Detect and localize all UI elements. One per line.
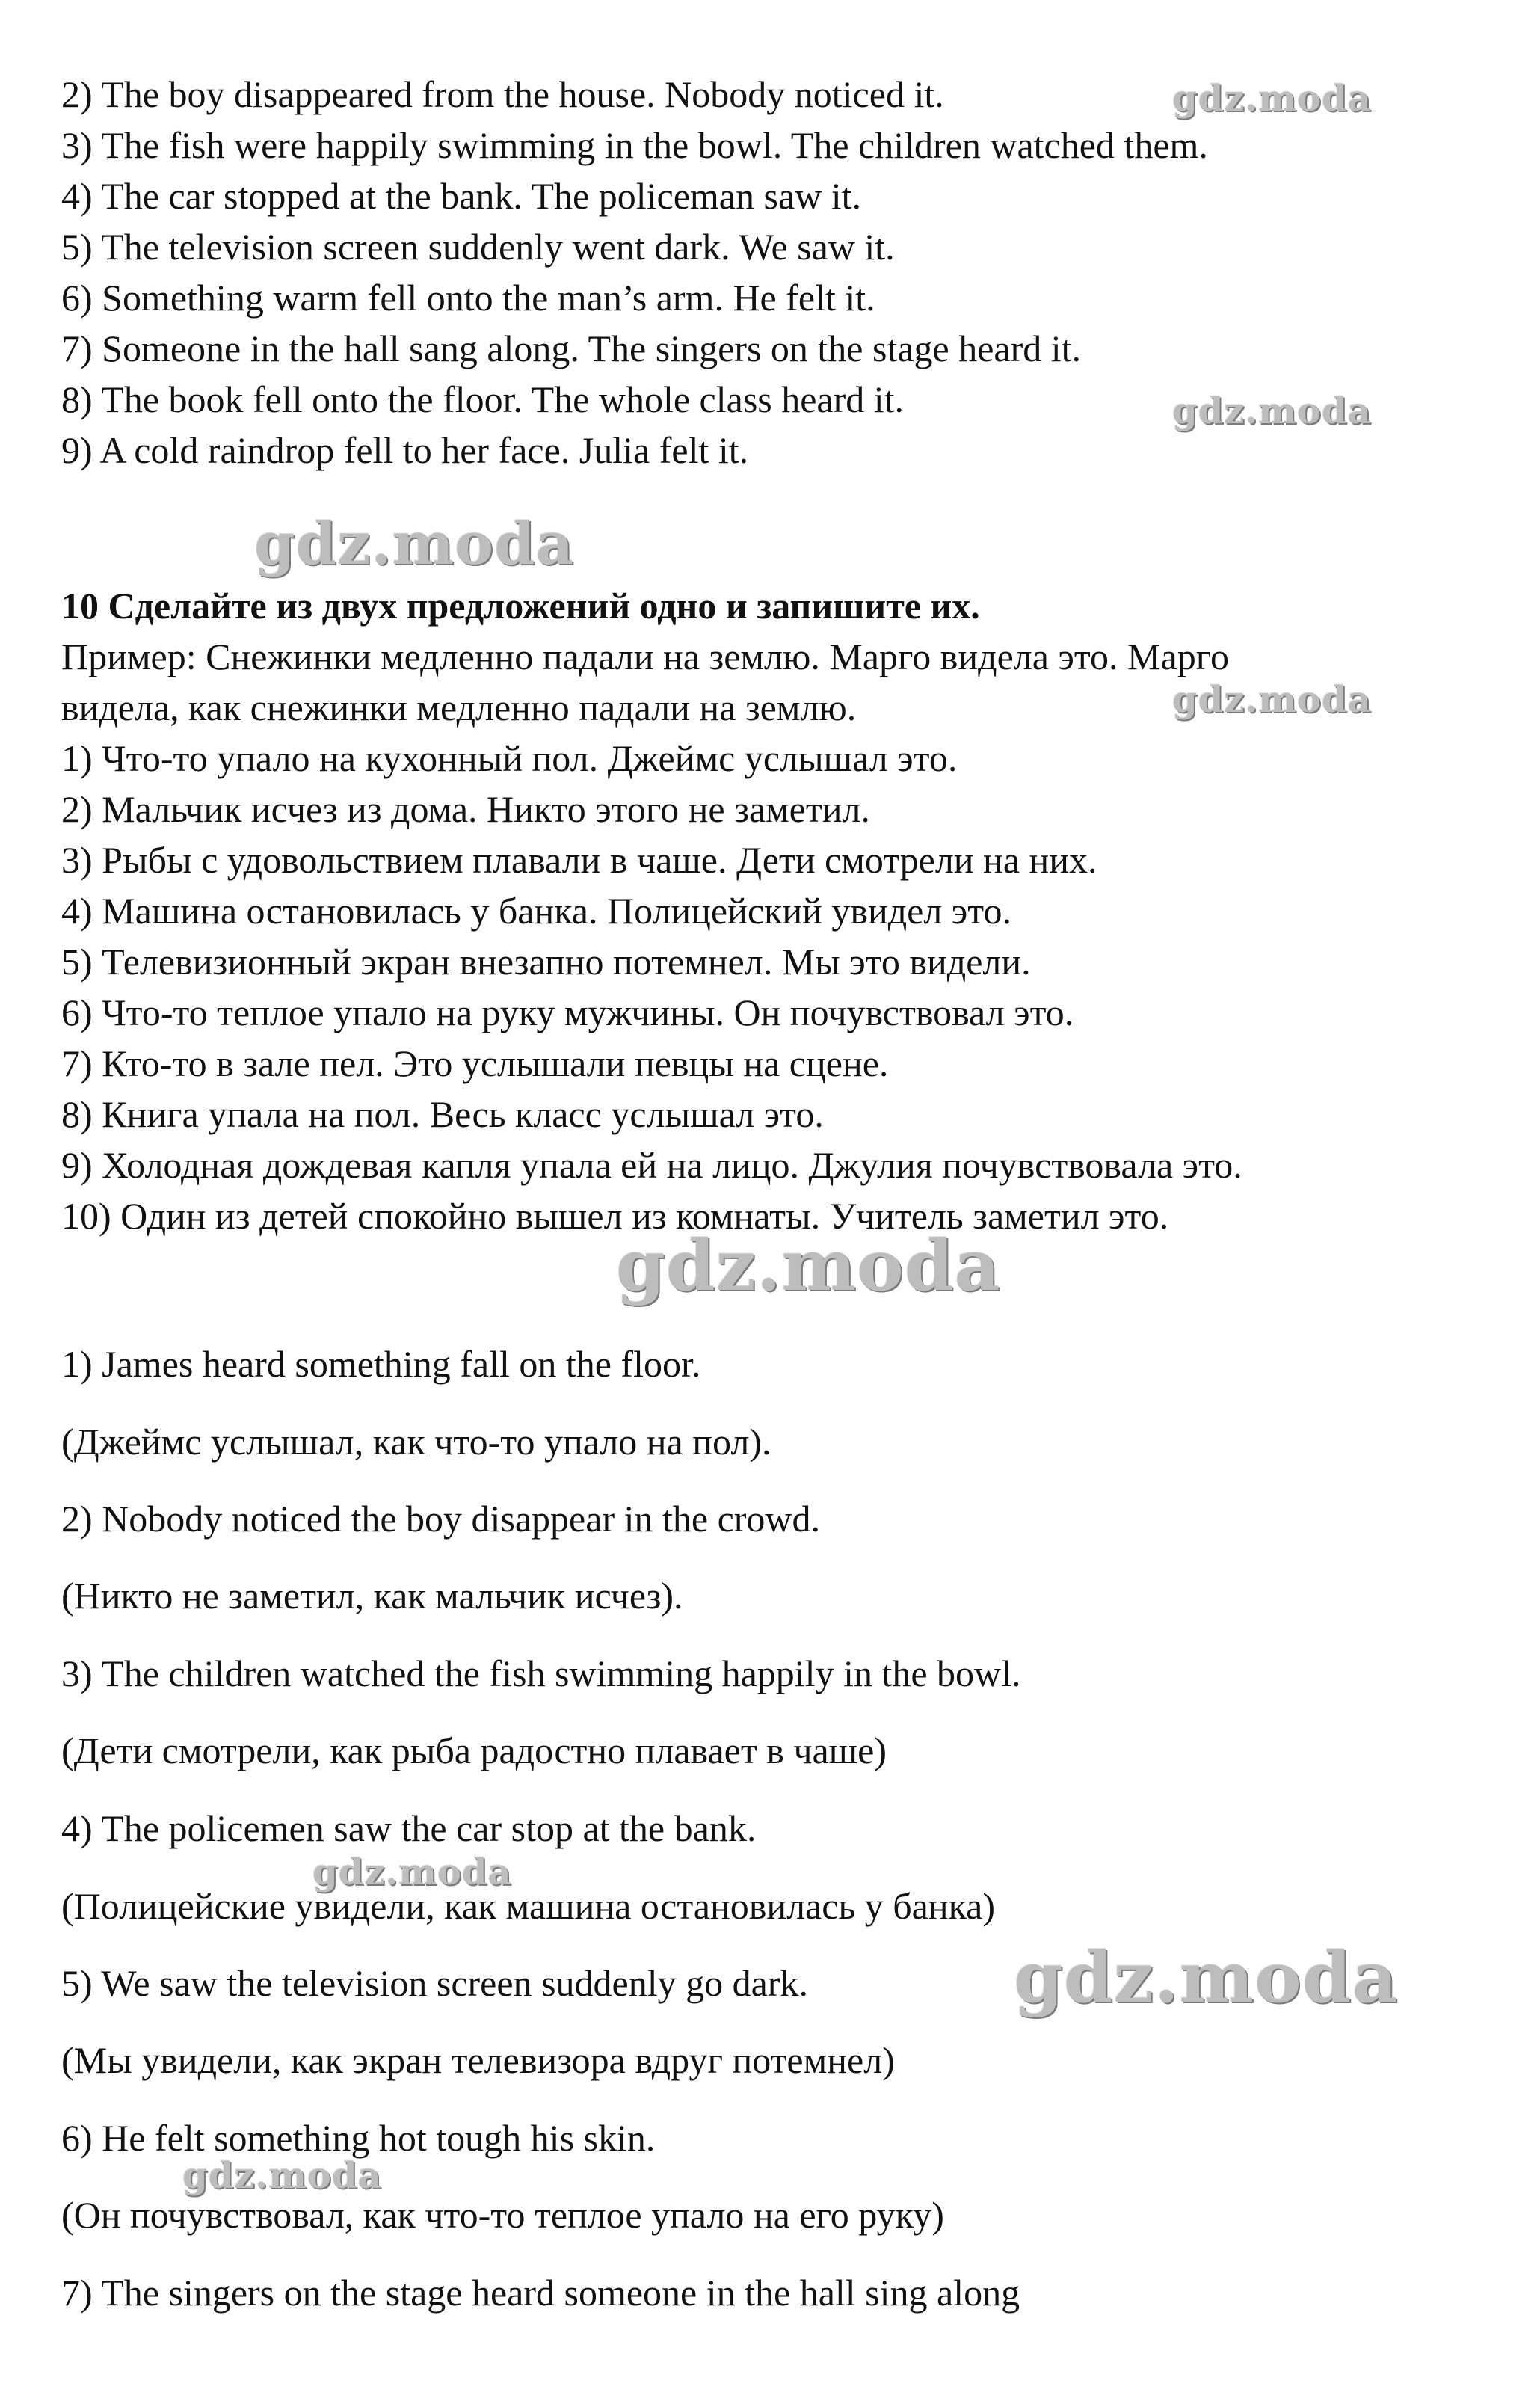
- exercise-heading: 10 Сделайте из двух предложений одно и запишите их.: [61, 585, 980, 627]
- exercise-item: 4) Машина остановилась у банка. Полицейский увидел это.: [61, 890, 1011, 932]
- answer-en: 3) The children watched the fish swimming happily in the bowl.: [61, 1653, 1021, 1694]
- watermark: gdz.moda: [254, 510, 575, 578]
- exercise-item: 6) Что-то теплое упало на руку мужчины. Он почувствовал это.: [61, 992, 1074, 1033]
- exercise-item: 1) Что-то упало на кухонный пол. Джеймс услышал это.: [61, 737, 958, 779]
- list-item: 5) The television screen suddenly went dark. We saw it.: [61, 226, 895, 268]
- answer-ru: (Дети смотрели, как рыба радостно плавает в чаше): [61, 1730, 887, 1771]
- exercise-item: 5) Телевизионный экран внезапно потемнел. Мы это видели.: [61, 941, 1031, 983]
- exercise-item: 2) Мальчик исчез из дома. Никто этого не заметил.: [61, 788, 870, 830]
- answer-en: 7) The singers on the stage heard someone in the hall sing along: [61, 2272, 1020, 2314]
- watermark: gdz.moda: [1172, 390, 1372, 432]
- answer-en: 5) We saw the television screen suddenly go dark.: [61, 1962, 808, 2004]
- answer-en: 2) Nobody noticed the boy disappear in the crowd.: [61, 1498, 821, 1540]
- exercise-item: 7) Кто-то в зале пел. Это услышали певцы на сцене.: [61, 1042, 889, 1084]
- list-item: 3) The fish were happily swimming in the bowl. The children watched them.: [61, 124, 1208, 166]
- exercise-example: Пример: Снежинки медленно падали на землю. Марго видела это. Марго: [61, 636, 1229, 677]
- list-item: 7) Someone in the hall sang along. The singers on the stage heard it.: [61, 328, 1082, 369]
- answer-ru: (Никто не заметил, как мальчик исчез).: [61, 1575, 683, 1617]
- list-item: 4) The car stopped at the bank. The policeman saw it.: [61, 175, 862, 217]
- watermark: gdz.moda: [182, 2155, 382, 2197]
- exercise-item: 8) Книга упала на пол. Весь класс услышал это.: [61, 1093, 824, 1135]
- watermark: gdz.moda: [1014, 1937, 1399, 2019]
- exercise-item: 10) Один из детей спокойно вышел из комнаты. Учитель заметил это.: [61, 1195, 1169, 1237]
- watermark: gdz.moda: [1172, 679, 1372, 721]
- answer-ru: (Полицейские увидели, как машина остановилась у банка): [61, 1885, 995, 1927]
- watermark: gdz.moda: [1172, 78, 1372, 120]
- watermark: gdz.moda: [616, 1225, 1001, 1307]
- answer-ru: (Он почувствовал, как что-то теплое упало на его руку): [61, 2194, 944, 2236]
- answer-ru: (Джеймс услышал, как что-то упало на пол).: [61, 1421, 771, 1463]
- watermark: gdz.moda: [312, 1851, 512, 1893]
- exercise-item: 9) Холодная дождевая капля упала ей на лицо. Джулия почувствовала это.: [61, 1144, 1242, 1186]
- exercise-example: видела, как снежинки медленно падали на землю.: [61, 686, 857, 728]
- list-item: 8) The book fell onto the floor. The whole class heard it.: [61, 378, 905, 420]
- answer-en: 1) James heard something fall on the floor.: [61, 1343, 701, 1385]
- list-item: 2) The boy disappeared from the house. Nobody noticed it.: [61, 73, 944, 115]
- answer-en: 4) The policemen saw the car stop at the bank.: [61, 1807, 757, 1849]
- exercise-item: 3) Рыбы с удовольствием плавали в чаше. Дети смотрели на них.: [61, 839, 1097, 881]
- list-item: 9) A cold raindrop fell to her face. Julia felt it.: [61, 429, 749, 471]
- answer-en: 6) He felt something hot tough his skin.: [61, 2117, 656, 2159]
- answer-ru: (Мы увидели, как экран телевизора вдруг потемнел): [61, 2039, 895, 2081]
- list-item: 6) Something warm fell onto the man’s arm. He felt it.: [61, 277, 875, 319]
